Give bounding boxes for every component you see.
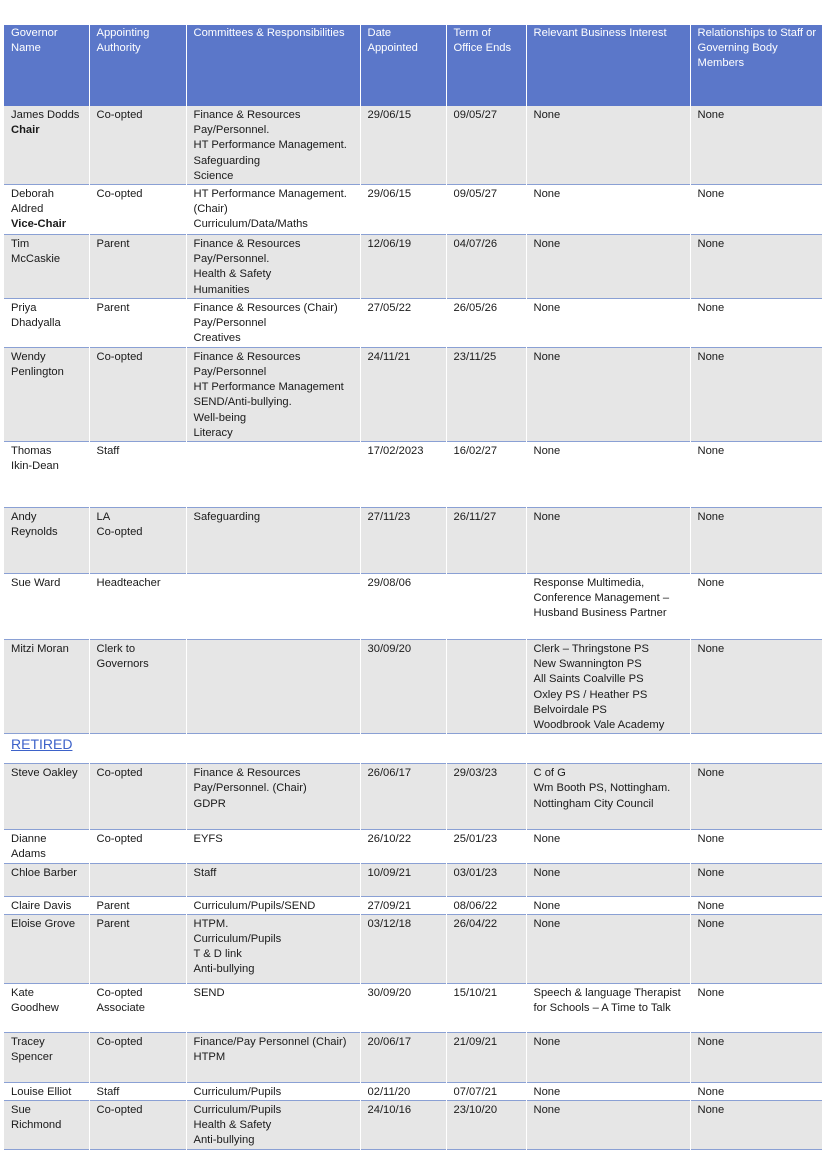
- date-appointed: 26/06/17: [360, 764, 446, 830]
- date-appointed: 12/06/19: [360, 235, 446, 299]
- header-appointing-authority: Appointing Authority: [89, 25, 186, 106]
- table-row: [4, 1032, 822, 1082]
- business-interest-cell: [526, 830, 690, 863]
- table-row: [4, 298, 822, 347]
- committee-item: Safeguarding: [193, 154, 261, 167]
- table-row: [4, 830, 822, 863]
- business-interest-cell: [526, 896, 690, 914]
- table-row: [4, 185, 822, 235]
- governor-name: Kate: [11, 986, 35, 999]
- business-interest-cell: [526, 574, 690, 640]
- term-ends: 29/03/23: [446, 764, 526, 830]
- appointing-authority: Governors: [96, 658, 149, 671]
- relationships: None: [690, 347, 822, 441]
- committee-item: Finance & Resources: [193, 109, 301, 121]
- business-interest: for Schools – A Time to Talk: [533, 1002, 671, 1015]
- business-interest: None: [533, 1104, 561, 1117]
- appointing-authority: Clerk to: [96, 643, 136, 656]
- business-interest: Speech & language Therapist: [533, 986, 681, 999]
- committees-cell: [186, 298, 360, 347]
- relationships: None: [690, 1101, 822, 1150]
- relationships: None: [690, 1032, 822, 1082]
- governor-name-cell: [4, 764, 89, 830]
- header-business-interest: Relevant Business Interest: [526, 25, 690, 106]
- appointing-authority-cell: [89, 185, 186, 235]
- table-row: [4, 347, 822, 441]
- term-ends: 26/04/22: [446, 914, 526, 983]
- committees-cell: [186, 983, 360, 1032]
- date-appointed: 03/12/18: [360, 914, 446, 983]
- business-interest: Belvoirdale PS: [533, 703, 607, 716]
- committee-item: Curriculum/Pupils: [193, 933, 282, 946]
- business-interest-cell: [526, 764, 690, 830]
- header-committees: Committees & Responsibilities: [186, 25, 360, 106]
- committee-item: Pay/Personnel: [193, 366, 267, 379]
- governor-name: Thomas: [11, 445, 52, 458]
- appointing-authority: Co-opted: [96, 109, 143, 121]
- governor-name-cell: [4, 298, 89, 347]
- relationships: None: [697, 577, 725, 590]
- governor-name: Dhadyalla: [11, 317, 61, 330]
- governor-name: Tracey: [11, 1035, 45, 1048]
- governor-name: Louise Elliot: [11, 1085, 72, 1098]
- governor-name-cell: [4, 830, 89, 863]
- committee-item: Science: [193, 169, 234, 182]
- date-appointed: 29/08/06: [360, 574, 446, 640]
- committees-cell: [186, 106, 360, 185]
- business-interest-cell: [526, 863, 690, 896]
- header-term-ends: Term of Office Ends: [446, 25, 526, 106]
- relationships: None: [697, 188, 725, 201]
- committee-item: Curriculum/Pupils: [193, 1104, 282, 1117]
- governor-name-cell: [4, 1082, 89, 1100]
- relationships: None: [697, 986, 725, 999]
- appointing-authority-cell: [89, 347, 186, 441]
- relationships: None: [690, 106, 822, 185]
- relationships: None: [697, 301, 725, 314]
- retired-section-row: [4, 734, 822, 764]
- governor-name: Steve Oakley: [11, 767, 78, 780]
- governor-name: Sue Ward: [11, 577, 61, 590]
- governor-name-cell: [4, 235, 89, 299]
- governor-name: Reynolds: [11, 526, 58, 539]
- business-interest-cell: [526, 1032, 690, 1082]
- committees-cell: [186, 508, 360, 574]
- appointing-authority-cell: [89, 298, 186, 347]
- date-appointed: 27/09/21: [360, 896, 446, 914]
- governor-name-cell: [4, 640, 89, 734]
- committee-item: Finance/Pay Personnel (Chair): [193, 1035, 347, 1048]
- committee-item: T & D link: [193, 948, 242, 961]
- committees-cell: [186, 1032, 360, 1082]
- governor-name: Deborah: [11, 188, 54, 201]
- committee-item: Anti-bullying: [193, 1134, 255, 1147]
- table-row: [4, 1101, 822, 1150]
- governor-name: Wendy: [11, 350, 46, 363]
- business-interest-cell: [526, 235, 690, 299]
- committees-cell: [186, 185, 360, 235]
- governor-name-cell: [4, 863, 89, 896]
- relationships: None: [690, 863, 822, 896]
- committee-item: Curriculum/Data/Maths: [193, 218, 308, 231]
- table-row: [4, 574, 822, 640]
- committees-cell: [186, 764, 360, 830]
- committees-cell: [186, 640, 360, 734]
- business-interest: None: [533, 188, 561, 201]
- governor-name: Richmond: [11, 1119, 62, 1132]
- business-interest-cell: [526, 1101, 690, 1150]
- committee-item: Anti-bullying: [193, 963, 255, 976]
- committees-cell: [186, 914, 360, 983]
- governor-name: Aldred: [11, 203, 44, 216]
- committee-item: Finance & Resources (Chair): [193, 301, 338, 314]
- business-interest-cell: [526, 106, 690, 185]
- governor-name: James Dodds: [11, 109, 80, 121]
- governor-name: McCaskie: [11, 253, 61, 266]
- committee-item: (Chair): [193, 203, 228, 216]
- committee-item: Pay/Personnel. (Chair): [193, 782, 307, 795]
- term-ends: 21/09/21: [446, 1032, 526, 1082]
- appointing-authority: Parent: [96, 899, 130, 912]
- business-interest: None: [533, 833, 561, 846]
- business-interest-cell: [526, 1082, 690, 1100]
- header-date-appointed: Date Appointed: [360, 25, 446, 106]
- relationships: None: [690, 235, 822, 299]
- appointing-authority-cell: [89, 914, 186, 983]
- date-appointed: 29/06/15: [360, 106, 446, 185]
- business-interest-cell: [526, 185, 690, 235]
- governor-name: Penlington: [11, 366, 64, 379]
- committees-cell: [186, 347, 360, 441]
- date-appointed: 24/10/16: [360, 1101, 446, 1150]
- business-interest: None: [533, 109, 561, 121]
- committee-item: HT Performance Management.: [193, 139, 347, 152]
- business-interest: New Swannington PS: [533, 658, 642, 671]
- term-ends: 26/11/27: [446, 508, 526, 574]
- date-appointed: 26/10/22: [360, 830, 446, 863]
- appointing-authority-cell: [89, 106, 186, 185]
- business-interest: All Saints Coalville PS: [533, 673, 644, 686]
- table-row: [4, 863, 822, 896]
- committees-cell: [186, 830, 360, 863]
- term-ends: 08/06/22: [446, 896, 526, 914]
- relationships: None: [690, 508, 822, 574]
- committee-item: Pay/Personnel.: [193, 124, 270, 137]
- governor-role: Chair: [11, 124, 40, 137]
- relationships: None: [690, 764, 822, 830]
- committee-item: EYFS: [193, 833, 223, 846]
- committees-cell: [186, 574, 360, 640]
- business-interest: None: [533, 445, 561, 458]
- header-row: [4, 25, 822, 106]
- date-appointed: 30/09/20: [360, 640, 446, 734]
- governors-table: [4, 25, 822, 1150]
- governor-name: Claire Davis: [11, 899, 72, 912]
- business-interest: Wm Booth PS, Nottingham.: [533, 782, 671, 795]
- business-interest: None: [533, 511, 561, 524]
- governor-name: Sue: [11, 1104, 31, 1117]
- committee-item: Finance & Resources: [193, 238, 301, 251]
- table-row: [4, 1082, 822, 1100]
- business-interest: Woodbrook Vale Academy: [533, 719, 665, 732]
- committee-item: Safeguarding: [193, 511, 261, 524]
- governor-name-cell: [4, 185, 89, 235]
- business-interest: None: [533, 301, 561, 314]
- table-row: [4, 640, 822, 734]
- business-interest: None: [533, 1085, 561, 1098]
- governor-name: Dianne: [11, 833, 47, 846]
- business-interest-cell: [526, 640, 690, 734]
- term-ends: [446, 574, 526, 640]
- committee-item: Well-being: [193, 411, 247, 424]
- appointing-authority-cell: [89, 1082, 186, 1100]
- term-ends: 15/10/21: [446, 983, 526, 1032]
- business-interest: Clerk – Thringstone PS: [533, 643, 649, 656]
- term-ends: 03/01/23: [446, 863, 526, 896]
- term-ends: 23/11/25: [446, 347, 526, 441]
- appointing-authority-cell: [89, 896, 186, 914]
- business-interest: None: [533, 917, 561, 930]
- header-governor-name: Governor Name: [4, 25, 89, 106]
- business-interest-cell: [526, 298, 690, 347]
- business-interest: C of G: [533, 767, 566, 780]
- appointing-authority-cell: [89, 574, 186, 640]
- business-interest: Nottingham City Council: [533, 797, 654, 810]
- table-row: [4, 914, 822, 983]
- governor-name: Spencer: [11, 1051, 53, 1064]
- relationships: None: [690, 914, 822, 983]
- committee-item: Pay/Personnel: [193, 317, 267, 330]
- committees-cell: [186, 442, 360, 508]
- committee-item: Health & Safety: [193, 1119, 272, 1132]
- business-interest-cell: [526, 914, 690, 983]
- term-ends: 07/07/21: [446, 1082, 526, 1100]
- business-interest: None: [533, 866, 561, 879]
- appointing-authority: Headteacher: [96, 577, 161, 590]
- committee-item: Staff: [193, 866, 217, 879]
- appointing-authority: Parent: [96, 917, 130, 930]
- relationships: None: [697, 833, 725, 846]
- business-interest: None: [533, 350, 561, 363]
- date-appointed: 20/06/17: [360, 1032, 446, 1082]
- appointing-authority-cell: [89, 983, 186, 1032]
- date-appointed: 24/11/21: [360, 347, 446, 441]
- governor-role: Vice-Chair: [11, 218, 67, 231]
- term-ends: 04/07/26: [446, 235, 526, 299]
- business-interest: Oxley PS / Heather PS: [533, 688, 648, 701]
- date-appointed: 02/11/20: [360, 1082, 446, 1100]
- governor-name: Priya: [11, 301, 37, 314]
- governor-name-cell: [4, 1032, 89, 1082]
- appointing-authority: Co-opted: [96, 986, 143, 999]
- appointing-authority-cell: [89, 640, 186, 734]
- business-interest: Response Multimedia,: [533, 577, 645, 590]
- governor-name: Goodhew: [11, 1002, 59, 1015]
- appointing-authority: Associate: [96, 1002, 146, 1015]
- appointing-authority: Staff: [96, 1085, 120, 1098]
- table-row: [4, 508, 822, 574]
- appointing-authority-cell: [89, 442, 186, 508]
- governor-name-cell: [4, 574, 89, 640]
- appointing-authority: Co-opted: [96, 833, 143, 846]
- committee-item: Curriculum/Pupils/SEND: [193, 899, 316, 912]
- relationships: None: [697, 1085, 725, 1098]
- committee-item: HT Performance Management: [193, 381, 344, 394]
- term-ends: 26/05/26: [446, 298, 526, 347]
- committee-item: HT Performance Management.: [193, 188, 347, 201]
- appointing-authority: Co-opted: [96, 188, 143, 201]
- term-ends: 23/10/20: [446, 1101, 526, 1150]
- appointing-authority-cell: [89, 764, 186, 830]
- appointing-authority-cell: [89, 1101, 186, 1150]
- appointing-authority-cell: [89, 1032, 186, 1082]
- business-interest: None: [533, 1035, 561, 1048]
- business-interest-cell: [526, 508, 690, 574]
- committee-item: GDPR: [193, 797, 226, 810]
- committees-cell: [186, 1082, 360, 1100]
- appointing-authority: Co-opted: [96, 1035, 143, 1048]
- business-interest-cell: [526, 442, 690, 508]
- governors-register: [4, 25, 822, 1150]
- governor-name: Adams: [11, 848, 46, 861]
- date-appointed: 30/09/20: [360, 983, 446, 1032]
- relationships: None: [697, 899, 725, 912]
- appointing-authority: Parent: [96, 301, 130, 314]
- appointing-authority: Staff: [96, 445, 120, 458]
- appointing-authority: LA: [96, 511, 111, 524]
- committee-item: Literacy: [193, 426, 233, 439]
- date-appointed: 27/11/23: [360, 508, 446, 574]
- business-interest: None: [533, 899, 561, 912]
- term-ends: 16/02/27: [446, 442, 526, 508]
- relationships: None: [690, 640, 822, 734]
- governor-name: Eloise Grove: [11, 917, 76, 930]
- governor-name-cell: [4, 914, 89, 983]
- business-interest: Husband Business Partner: [533, 607, 667, 620]
- appointing-authority: Co-opted: [96, 767, 143, 780]
- table-row: [4, 983, 822, 1032]
- appointing-authority: Co-opted: [96, 526, 143, 539]
- governor-name-cell: [4, 442, 89, 508]
- table-row: [4, 896, 822, 914]
- governor-name: Andy: [11, 511, 37, 524]
- governor-name: Chloe Barber: [11, 866, 77, 879]
- business-interest: Conference Management –: [533, 592, 670, 605]
- table-row: [4, 106, 822, 185]
- date-appointed: 29/06/15: [360, 185, 446, 235]
- appointing-authority-cell: [89, 235, 186, 299]
- committee-item: Health & Safety: [193, 268, 272, 281]
- date-appointed: 10/09/21: [360, 863, 446, 896]
- appointing-authority: Parent: [96, 238, 130, 251]
- governor-name: Mitzi Moran: [11, 643, 69, 656]
- committee-item: Finance & Resources: [193, 767, 301, 780]
- term-ends: 25/01/23: [446, 830, 526, 863]
- committee-item: Pay/Personnel.: [193, 253, 270, 266]
- table-row: [4, 235, 822, 299]
- governor-name-cell: [4, 508, 89, 574]
- governor-name-cell: [4, 347, 89, 441]
- business-interest-cell: [526, 347, 690, 441]
- appointing-authority: Co-opted: [96, 1104, 143, 1117]
- committees-cell: [186, 896, 360, 914]
- committee-item: HTPM: [193, 1051, 226, 1064]
- business-interest: None: [533, 238, 561, 251]
- term-ends: 09/05/27: [446, 185, 526, 235]
- appointing-authority-cell: [89, 863, 186, 896]
- date-appointed: 27/05/22: [360, 298, 446, 347]
- term-ends: [446, 640, 526, 734]
- committees-cell: [186, 863, 360, 896]
- committees-cell: [186, 1101, 360, 1150]
- committee-item: Creatives: [193, 332, 241, 345]
- governor-name-cell: [4, 106, 89, 185]
- governor-name-cell: [4, 1101, 89, 1150]
- date-appointed: 17/02/2023: [360, 442, 446, 508]
- committee-item: Humanities: [193, 283, 250, 296]
- term-ends: 09/05/27: [446, 106, 526, 185]
- retired-section-cell: [4, 734, 822, 764]
- committee-item: SEND/Anti-bullying.: [193, 396, 292, 409]
- appointing-authority-cell: [89, 830, 186, 863]
- governor-name-cell: [4, 983, 89, 1032]
- retired-link[interactable]: RETIRED: [11, 736, 73, 753]
- committee-item: SEND: [193, 986, 225, 999]
- business-interest-cell: [526, 983, 690, 1032]
- committees-cell: [186, 235, 360, 299]
- governor-name-cell: [4, 896, 89, 914]
- relationships: None: [697, 445, 725, 458]
- committee-item: Finance & Resources: [193, 350, 301, 363]
- committee-item: Curriculum/Pupils: [193, 1085, 282, 1098]
- committee-item: HTPM.: [193, 917, 229, 930]
- appointing-authority-cell: [89, 508, 186, 574]
- appointing-authority: Co-opted: [96, 350, 143, 363]
- table-row: [4, 764, 822, 830]
- governor-name: Ikin-Dean: [11, 460, 59, 473]
- table-row: [4, 442, 822, 508]
- header-relationships: Relationships to Staff or Governing Body Members: [690, 25, 822, 106]
- governor-name: Tim: [11, 238, 30, 251]
